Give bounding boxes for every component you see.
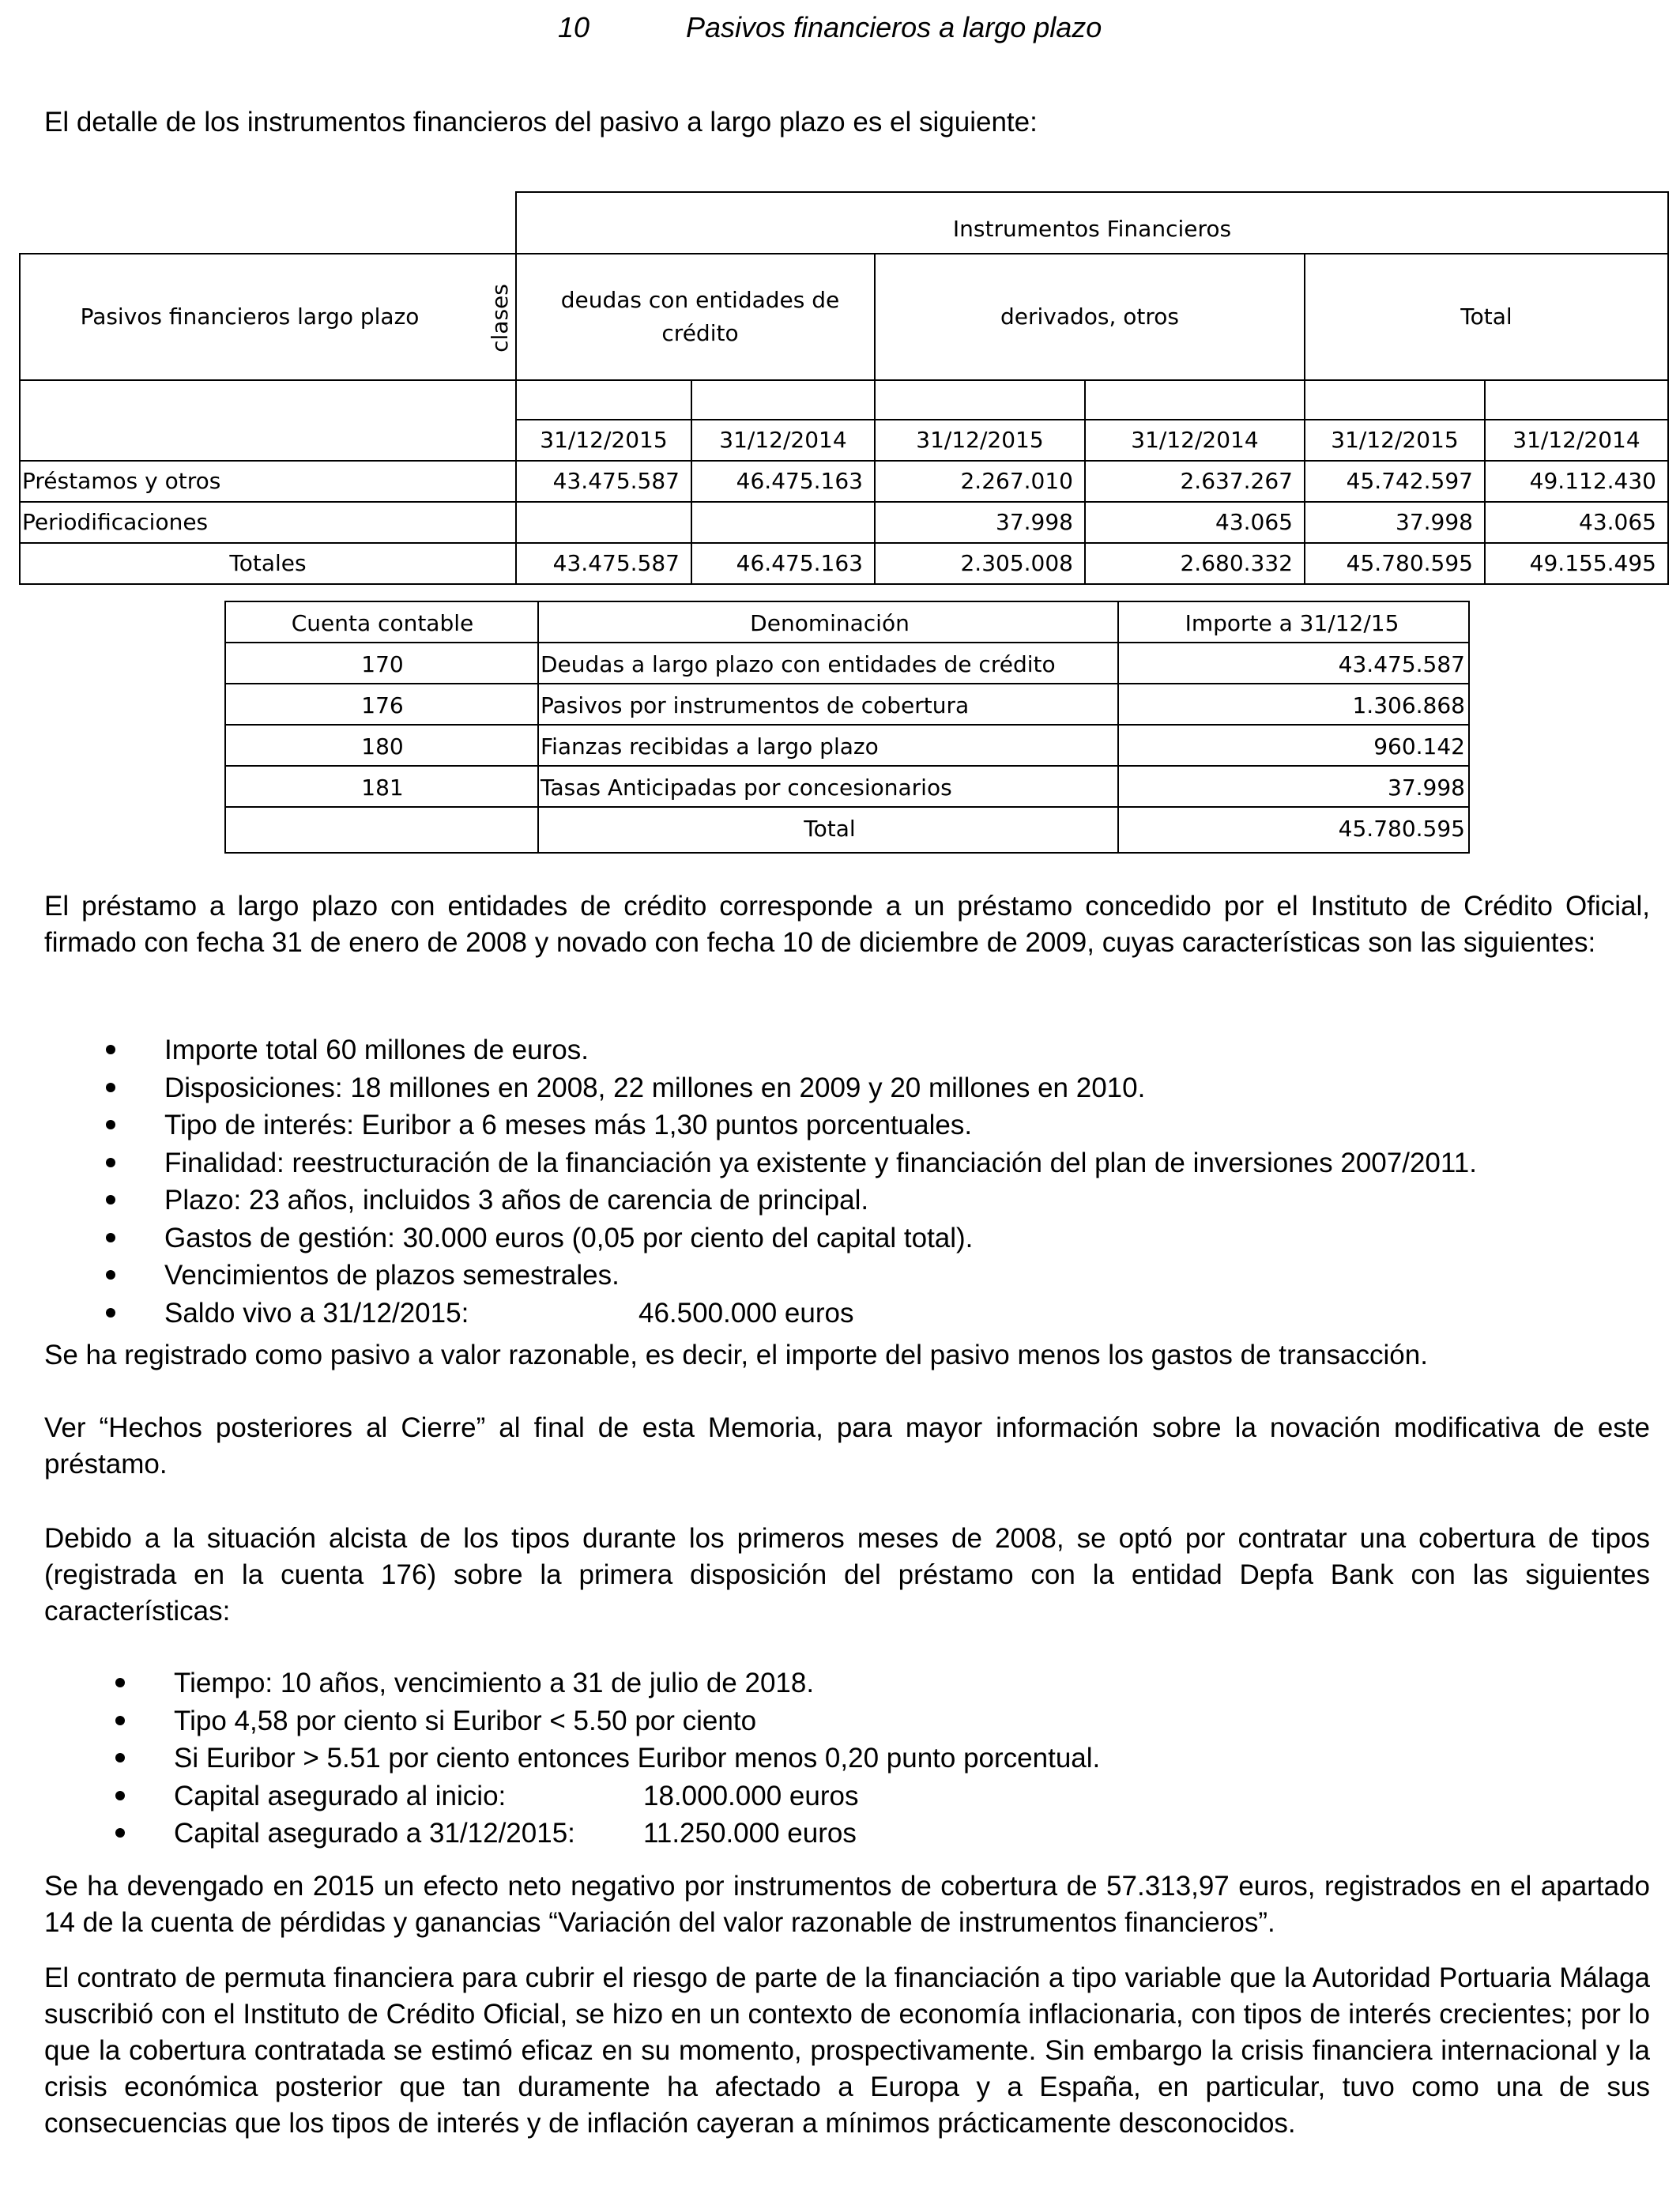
bullet-icon (115, 1678, 125, 1687)
table-row (226, 684, 1468, 726)
swap-paragraph: El contrato de permuta financiera para cubrir el riesgo de parte de la financiación a tipo variable que la Autoridad Portuaria Málaga suscribió con el Instituto de Crédito Oficial, se hizo en un contexto de economía inflacionaria, con tipos de interés crecientes; por lo que la cobertura contratada se estimó eficaz en su momento, prospectivamente. Sin embargo la crisis financiera internacional y la crisis económica posterior que tan duramente ha afectado a Europa y a España, en particular, tuvo como una de sus consecuencias que los tipos de interés y de inflación cayeran a mínimos prácticamente desconocidos. (44, 1962, 1650, 2139)
table-cell (692, 503, 874, 542)
table-total-row (226, 808, 1468, 849)
list-item: Gastos de gestión: 30.000 euros (0,05 por ciento del capital total). (164, 1220, 1477, 1257)
hedge-characteristics-list (174, 1664, 1100, 1853)
table-row (226, 726, 1468, 767)
total-label: Total (804, 815, 856, 842)
bullet-icon (115, 1828, 125, 1838)
list-item: Tiempo: 10 años, vencimiento a 31 de julio de 2018. (174, 1664, 1100, 1702)
bullet-icon (106, 1270, 115, 1280)
table-cell: 2.267.010 (960, 468, 1073, 494)
account-name: Tasas Anticipadas por concesionarios (541, 774, 952, 801)
bullet-icon (106, 1233, 115, 1242)
table-cell: 37.998 (996, 509, 1073, 535)
liabilities-table-totals (19, 544, 1669, 585)
bullet-icon (115, 1791, 125, 1800)
section-heading (0, 11, 1680, 51)
account-amount: 43.475.587 (1338, 650, 1465, 677)
list-item: Importe total 60 millones de euros. (164, 1031, 1477, 1069)
hedge-paragraph: Debido a la situación alcista de los tipos durante los primeros meses de 2008, se optó por contratar una cobertura de tipos (registrada en la cuenta 176) sobre la primera disposición del préstamo con la entidad Depfa Bank con las siguientes características: (44, 1523, 1650, 1627)
table-cell: 2.305.008 (960, 550, 1073, 576)
fair-value-paragraph: Se ha registrado como pasivo a valor razonable, es decir, el importe del pasivo menos los gastos de transacción. (44, 1340, 1428, 1370)
header-account: Cuenta contable (291, 609, 474, 636)
list-item: Vencimientos de plazos semestrales. (164, 1257, 1477, 1295)
bullet-icon (106, 1120, 115, 1129)
table-row (226, 767, 1468, 808)
list-item: Saldo vivo a 31/12/2015: 46.500.000 euros (164, 1295, 1477, 1333)
table-cell: 49.155.495 (1529, 550, 1656, 576)
table-cell: 43.475.587 (552, 550, 680, 576)
account-amount: 960.142 (1373, 733, 1465, 760)
table-row (226, 643, 1468, 684)
date-header: 31/12/2014 (1131, 427, 1259, 453)
empty-cell (226, 808, 539, 849)
col-group-total: Total (1460, 303, 1512, 330)
account-amount: 37.998 (1388, 774, 1465, 801)
list-item: Plazo: 23 años, incluidos 3 años de carencia de principal. (164, 1182, 1477, 1220)
account-name: Deudas a largo plazo con entidades de crédito (541, 650, 1056, 677)
list-item: Disposiciones: 18 millones en 2008, 22 millones en 2009 y 20 millones en 2010. (164, 1069, 1477, 1107)
date-header: 31/12/2014 (719, 427, 847, 453)
account-code: 170 (361, 650, 404, 677)
account-code: 176 (361, 692, 404, 718)
subsequent-events-paragraph: Ver “Hechos posteriores al Cierre” al final de esta Memoria, para mayor información sobre la novación modificativa de este préstamo. (44, 1412, 1650, 1480)
account-amount: 1.306.868 (1352, 692, 1465, 718)
total-amount: 45.780.595 (1338, 815, 1465, 842)
row-header: Pasivos financieros largo plazo (80, 303, 420, 330)
account-name: Fianzas recibidas a largo plazo (541, 733, 879, 760)
date-header: 31/12/2015 (916, 427, 1044, 453)
table-cell: 49.112.430 (1529, 468, 1656, 494)
net-effect-paragraph: Se ha devengado en 2015 un efecto neto negativo por instrumentos de cobertura de 57.313,97 euros, registrados en el apartado 14 de la cuenta de pérdidas y ganancias “Variación del valor razonable de instrumentos financieros”. (44, 1871, 1650, 1938)
date-header: 31/12/2014 (1512, 427, 1640, 453)
bullet-icon (115, 1716, 125, 1725)
list-item: Capital asegurado a 31/12/2015: 11.250.000 euros (174, 1815, 1100, 1853)
group-header: Instrumentos Financieros (952, 216, 1232, 242)
table-cell: 46.475.163 (736, 550, 863, 576)
list-item: Finalidad: reestructuración de la financiación ya existente y financiación del plan de inversiones 2007/2011. (164, 1144, 1477, 1182)
vertical-label: clases (486, 283, 513, 352)
account-name: Pasivos por instrumentos de cobertura (541, 692, 970, 718)
table-cell: 2.680.332 (1180, 550, 1293, 576)
bullet-icon (106, 1158, 115, 1167)
col-group-deudas: deudas con entidades de crédito (560, 287, 840, 346)
col-group-derivados: derivados, otros (1000, 303, 1180, 330)
section-number: 10 (558, 11, 590, 43)
list-item: Tipo 4,58 por ciento si Euribor < 5.50 por ciento (174, 1702, 1100, 1740)
bullet-icon (106, 1195, 115, 1204)
list-item: Capital asegurado al inicio: 18.000.000 euros (174, 1777, 1100, 1815)
loan-characteristics-list (164, 1031, 1477, 1332)
totals-label: Totales (229, 550, 307, 576)
intro-paragraph: El detalle de los instrumentos financieros del pasivo a largo plazo es el siguiente: (44, 107, 1038, 138)
table-cell: 43.475.587 (552, 468, 680, 494)
liabilities-table (19, 191, 1669, 544)
list-item: Tipo de interés: Euribor a 6 meses más 1,30 puntos porcentuales. (164, 1106, 1477, 1144)
row-label: Préstamos y otros (22, 468, 221, 494)
table-cell: 45.742.597 (1346, 468, 1473, 494)
table-cell: 2.637.267 (1180, 468, 1293, 494)
list-item: Si Euribor > 5.51 por ciento entonces Euribor menos 0,20 punto porcentual. (174, 1740, 1100, 1777)
header-amount: Importe a 31/12/15 (1185, 609, 1399, 636)
bullet-icon (106, 1308, 115, 1318)
table-header-row (226, 602, 1468, 643)
table-cell: 43.065 (1579, 509, 1656, 535)
row-label: Periodificaciones (22, 509, 209, 535)
table-cell: 43.065 (1215, 509, 1293, 535)
date-header: 31/12/2015 (540, 427, 668, 453)
section-title: Pasivos financieros a largo plazo (686, 11, 1102, 43)
table-cell: 37.998 (1396, 509, 1473, 535)
table-cell (517, 503, 691, 542)
table-cell: 46.475.163 (736, 468, 863, 494)
account-code: 181 (361, 774, 404, 801)
bullet-icon (115, 1753, 125, 1762)
table-cell: 45.780.595 (1346, 550, 1473, 576)
date-header: 31/12/2015 (1331, 427, 1459, 453)
loan-paragraph: El préstamo a largo plazo con entidades de crédito corresponde a un préstamo concedido por el Instituto de Crédito Oficial, firmado con fecha 31 de enero de 2008 y novado con fecha 10 de diciembre de 2009, cuyas características son las siguientes: (44, 891, 1650, 958)
account-code: 180 (361, 733, 404, 760)
header-name: Denominación (750, 609, 910, 636)
bullet-icon (106, 1083, 115, 1092)
accounts-table (224, 601, 1470, 854)
bullet-icon (106, 1045, 115, 1054)
